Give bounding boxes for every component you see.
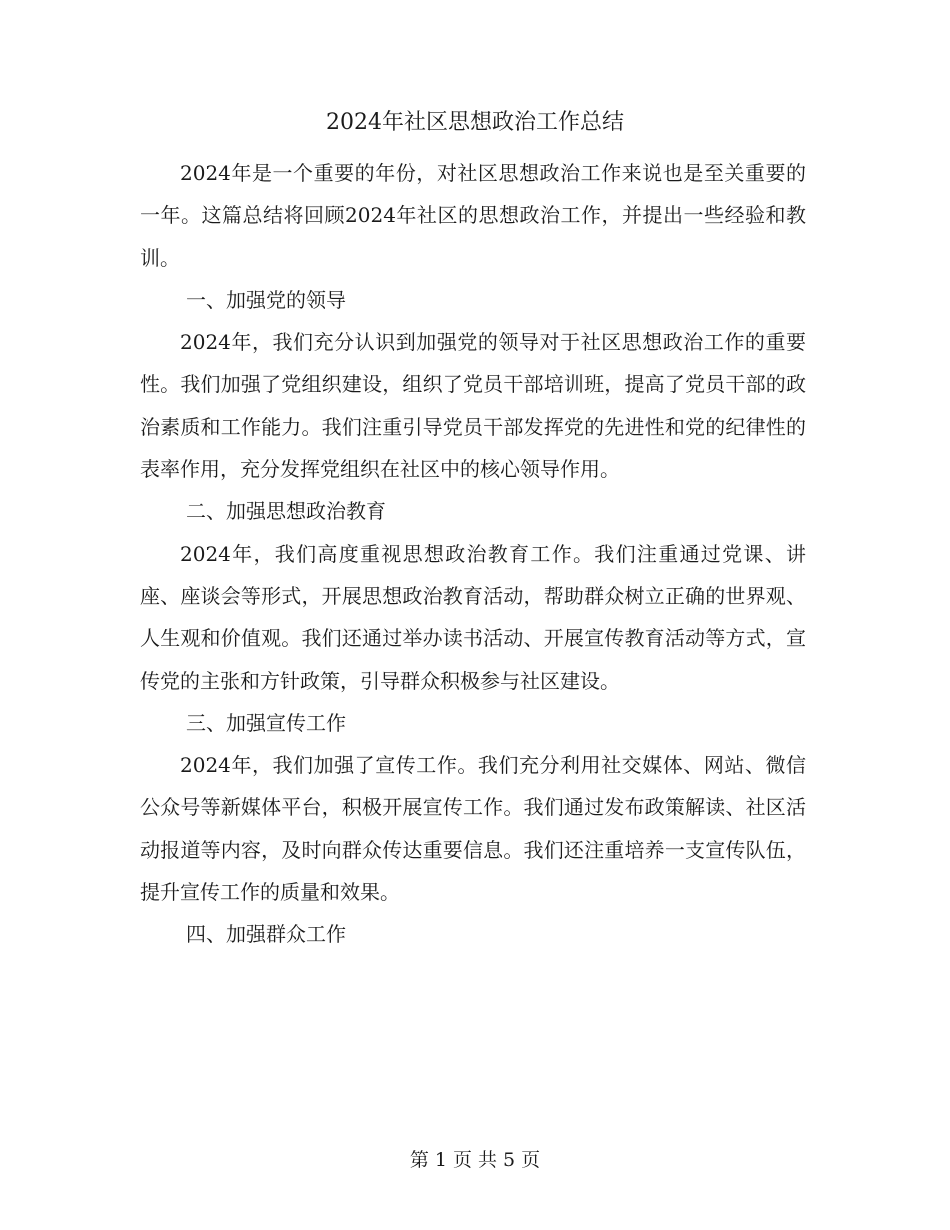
paragraph-intro: 2024年是一个重要的年份，对社区思想政治工作来说也是至关重要的一年。这篇总结将回顾2024年社区的思想政治工作，并提出一些经验和教训。 — [140, 161, 806, 270]
section-heading-2: 二、加强思想政治教育 — [186, 499, 386, 524]
paragraph-section-1: 2024年，我们充分认识到加强党的领导对于社区思想政治工作的重要性。我们加强了党组织建设，组织了党员干部培训班，提高了党员干部的政治素质和工作能力。我们注重引导党员干部发挥党的先进性和党的纪律性的表率作用，充分发挥党组织在社区中的核心领导作用。 — [140, 330, 806, 482]
paragraph-section-3: 2024年，我们加强了宣传工作。我们充分利用社交媒体、网站、微信公众号等新媒体平台，积极开展宣传工作。我们通过发布政策解读、社区活动报道等内容，及时向群众传达重要信息。我们还注重培养一支宣传队伍，提升宣传工作的质量和效果。 — [140, 753, 806, 905]
section-heading-1: 一、加强党的领导 — [186, 287, 346, 312]
section-heading-4: 四、加强群众工作 — [186, 922, 346, 947]
document-title: 2024年社区思想政治工作总结 — [326, 110, 624, 135]
section-heading-3: 三、加强宣传工作 — [186, 710, 346, 735]
paragraph-section-2: 2024年，我们高度重视思想政治教育工作。我们注重通过党课、讲座、座谈会等形式，开展思想政治教育活动，帮助群众树立正确的世界观、人生观和价值观。我们还通过举办读书活动、开展宣传教育活动等方式，宣传党的主张和方针政策，引导群众积极参与社区建设。 — [140, 541, 806, 693]
document-body — [140, 152, 806, 956]
page-number-footer: 第 1 页 共 5 页 — [409, 1149, 541, 1171]
